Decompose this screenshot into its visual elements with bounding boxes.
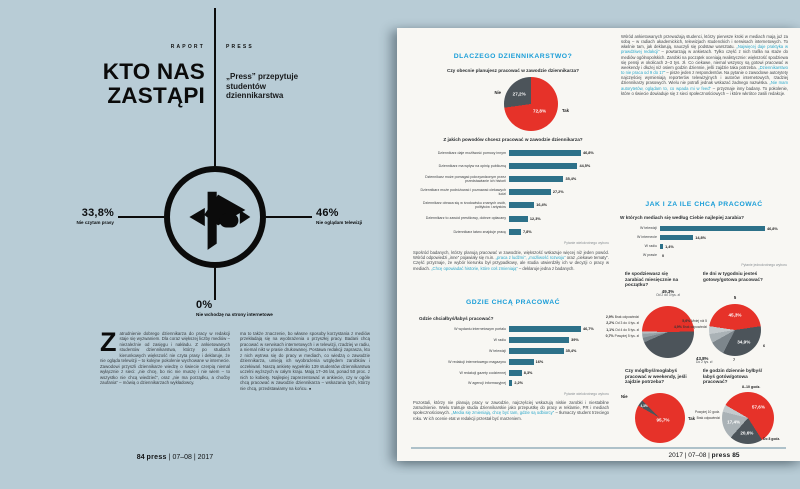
bar-track — [509, 163, 609, 169]
bar-value: 35,4% — [565, 348, 577, 353]
highlighted-quote: „Dziennikarstwo to nie praca od 9 do 17” — [621, 64, 788, 76]
bar-row — [413, 324, 609, 335]
bar-value: 14,8% — [695, 235, 706, 240]
bar-track — [509, 380, 609, 386]
bar-label: W internecie — [637, 235, 657, 240]
bottom-rule — [411, 447, 786, 449]
bar-track — [660, 235, 790, 240]
bar-row — [413, 367, 609, 378]
bar-label: W redakcji internetowego magazynu — [448, 359, 506, 364]
pie-label: Od 2 do 3 tys. zł — [656, 293, 680, 297]
kicker-raport: RAPORT — [170, 44, 205, 50]
stat-value: 46% — [316, 207, 339, 219]
bar-value: 1,4% — [665, 244, 674, 249]
section-heading-why: DLACZEGO DZIENNIKARSTWO? — [453, 53, 573, 60]
bar-fill — [509, 380, 512, 386]
paragraph-text: – powtarzają w ankietach. Tylko część z nich trafiła na staże do mediów ogólnopolskich. Zarobki na początek oceniają realistycznie: większość spodziewa się pensji w okolicach 2–3 tys. zł. Co ciekawe, niemal wszyscy są gotowi pracować w weekendy i dłużej niż osiem godzin dziennie, jeśli zajdzie taka potrzeba. — [621, 49, 788, 70]
pie-side-label: 0,7% Powyżej 5 tys. zł — [605, 334, 639, 339]
section-heading-where: GDZIE CHCĄ PRACOWAĆ — [465, 299, 561, 306]
bar-fill — [509, 348, 564, 354]
stat-value: 0% — [196, 299, 213, 311]
highlighted-quote: „praca z ludźmi”, „możliwość rozwoju” — [495, 255, 566, 261]
paragraph-text: – deklaruje jedna z badanych. — [517, 265, 575, 271]
bar-track — [509, 202, 609, 208]
bar-fill — [509, 150, 581, 156]
bar-label: W radiu — [644, 244, 657, 249]
pie-label-6days: 6 — [763, 344, 766, 348]
paragraph-text: Spośród badanych, którzy planują pracować w zawodzie, większość wskazuje więcej niż jeden powód. Wśród odpowiedzi „inne” pojawiały się m.in. — [413, 250, 609, 261]
highlighted-quote: „Media się zmieniają, chcę być tam, gdzie są odbiorcy” — [451, 410, 555, 416]
bar-track — [509, 348, 609, 354]
pie-label-tak: Tak — [562, 108, 569, 113]
stat-tv — [316, 207, 394, 225]
bar-value: 16,4% — [536, 203, 547, 208]
bar-label: Dziennikarz daje możliwość pomocy innym — [437, 150, 506, 155]
bar-label: W agencji informacyjnej — [468, 381, 506, 386]
bar-track — [509, 150, 609, 156]
bar-label: W redakcji gazety codziennej — [459, 370, 506, 375]
brand-name: press — [146, 454, 167, 461]
bar-fill — [660, 244, 663, 249]
pie-side-label: 5,6% Mniej niż 5 — [682, 319, 707, 323]
pie-slice-value: 27,2% — [512, 91, 526, 97]
section-heading-how: JAK I ZA ILE CHCĄ PRACOWAĆ — [645, 201, 763, 208]
bar-row — [413, 335, 609, 346]
bar-value: 2,2% — [514, 381, 524, 386]
question-weekend: Czy mógłbyś/mogłabyś pracować w weekendy, jeśli zajdzie potrzeba? — [625, 368, 687, 385]
bar-row — [413, 146, 609, 159]
chart-note: Pytanie wielokrotnego wyboru — [563, 392, 609, 396]
bar-track — [660, 244, 790, 249]
left-page-footer — [0, 454, 350, 461]
bar-value: 0 — [662, 253, 665, 258]
crosshair-line-bottom — [214, 268, 216, 300]
bar-label: Dziennikarz może podróżować i poznawać ciekawych ludzi — [420, 188, 506, 197]
bar-chart-earnings-media — [620, 224, 790, 260]
bar-row — [620, 224, 790, 233]
bar-label: W wydaniu internetowym portalu — [454, 327, 506, 332]
pie-label-8-10h: 8–10 godz. — [742, 385, 761, 389]
bar-row — [413, 378, 609, 389]
bar-label: Dziennikarz ma wpływ na opinię publiczną — [438, 163, 506, 168]
bar-row — [413, 225, 609, 238]
bar-fill — [660, 235, 693, 240]
bar-fill — [509, 189, 551, 195]
press-logo-graduation-cap-icon — [181, 182, 251, 252]
page-number: 85 — [732, 452, 740, 459]
page-number: 84 — [136, 454, 145, 461]
bar-fill — [509, 216, 528, 222]
stat-label: Nie oglądam telewizji — [316, 220, 363, 225]
body-paragraph-2 — [413, 400, 609, 444]
pie-slice-value: 57,6% — [751, 404, 765, 410]
bar-chart-reasons — [413, 146, 609, 238]
crosshair-line-left — [118, 216, 164, 218]
pie-slice-value: 34,9% — [737, 339, 751, 345]
bar-track — [660, 226, 790, 231]
bar-track — [660, 253, 790, 258]
bar-value: 12,3% — [529, 216, 541, 221]
pie-slice-value: 17,4% — [727, 419, 741, 425]
bar-track — [509, 189, 609, 195]
bar-value: 35,4% — [565, 176, 577, 181]
pie-label-7days: 7 — [733, 358, 736, 362]
question-days: Ile dni w tygodniu jesteś gotowy/gotowa pracować? — [703, 271, 763, 282]
bar-chart-where — [413, 324, 609, 389]
paragraph-text: oraz „ciekawe tematy”. Część przyznaje, że wybór kierunku był przypadkowy, ale studia utwierdziły ich w decyzji o pracy w mediach. — [413, 255, 609, 271]
pie-label-do8h: Do 8 godz. — [763, 437, 781, 441]
bar-track — [509, 176, 609, 182]
bar-row — [413, 212, 609, 225]
question-salary: Ile spodziewasz się zarabiać miesięcznie na początku? — [625, 271, 679, 288]
bar-row — [413, 356, 609, 367]
title-line-1: KTO NAS — [102, 59, 205, 84]
bar-row — [620, 242, 790, 251]
highlighted-quote: „Nie mam autorytetów, oglądam to, co wpada mi w feed” — [621, 80, 788, 91]
bar-label: W telewizji — [489, 348, 506, 353]
body-paragraph-3 — [621, 34, 788, 198]
pie-slice-value: 4,3% — [640, 403, 648, 408]
bar-row — [413, 186, 609, 199]
pie-label-tak: Tak — [688, 416, 695, 421]
pie-label-salary-top — [637, 289, 699, 298]
bar-fill — [509, 202, 534, 208]
page-title — [28, 60, 205, 107]
pie-label-salary-bottom — [696, 356, 750, 365]
bar-label: W prasie — [642, 253, 657, 258]
pie-slice-value: 95,7% — [656, 417, 670, 423]
question-plan: Czy obecnie planujesz pracować w zawodzie dziennikarza? — [446, 68, 580, 73]
question-reasons: Z jakich powodów chcesz pracować w zawodzie dziennikarza? — [443, 137, 583, 142]
bar-label: W telewizji — [640, 226, 657, 231]
intro-text-1: atrudnienie dobrego dziennikarza do pracy w redakcji staje się wyzwaniem. Dla coraz większej liczby mediów – niezależnie od zasięgu i nakładu. Z ankietowanych studentów dziennikarstwa, którzy po studiach kierunkowych większość nie czyta prasy i deklaruje, że nie ogląda telewizji – to kolejne pokolenie wychowane w internecie. Zawodowi przyszli dziennikarze wiedzę o świecie czerpią niemal wyłącznie z sieci: „nie chcę, bo nic nie muszę i nie wiem – to wszystko nie chcą wiedzieć”, oraz „nie ma porządku, a choćby zaufania” – mówią o dziennikarzach wykładowcy. — [100, 331, 230, 386]
right-page-footer — [620, 452, 788, 459]
bar-value: 27,2% — [552, 190, 564, 195]
pie-slice-value: 72,8% — [533, 108, 547, 114]
pie-side-labels-days — [653, 319, 707, 332]
bar-row — [413, 346, 609, 357]
intro-column-1 — [100, 331, 230, 421]
paragraph-text: – pisze jeden z respondentów. Na pytanie o zawodowe autorytety najczęściej wymieniają reporterów telewizyjnych i autorów internetowych, rzadziej dziennikarzy prasowych. Wielu nie potrafi jednak wskazać żadnego nazwiska. — [621, 70, 788, 86]
brand-name: press — [711, 452, 731, 459]
highlighted-quote: „Najwięcej daje praktyka w prawdziwej redakcji” — [621, 44, 788, 55]
issue-label: | 07–08 | 2017 — [168, 454, 214, 461]
paragraph-text: – tłumaczy student trzeciego roku. W ich ocenie etat w redakcji przestał być marzeniem. — [413, 410, 609, 421]
bar-row — [413, 199, 609, 212]
stat-label: Nie wchodzę na strony internetowe — [196, 312, 273, 317]
bar-label: Dziennikarz obraca się w środowisku znanych osób, polityków i artystów — [422, 201, 506, 210]
page-subtitle: „Press” przepytuje studentów dziennikarstwa — [226, 72, 299, 100]
bar-value: 46,7% — [583, 327, 594, 332]
pie-side-label: 1,1% Od 4 do 5 tys. zł — [606, 327, 639, 332]
pie-label-5days: 5 — [733, 295, 737, 300]
bar-value: 7,8% — [523, 229, 532, 234]
bar-fill — [660, 226, 765, 231]
pie-side-label: 4,9% Brak odpowiedzi — [673, 325, 707, 330]
pie-side-label: 2,9% Brak odpowiedzi — [605, 315, 639, 319]
body-paragraph-1 — [413, 250, 609, 296]
pie-side-labels-hours — [675, 410, 720, 423]
title-divider-rule — [214, 8, 216, 166]
bar-track — [509, 359, 609, 365]
chart-note: Pytanie wielokrotnego wyboru — [563, 241, 609, 245]
stat-label: Nie czytam prasy — [76, 220, 114, 225]
bar-fill — [509, 229, 521, 235]
bar-track — [509, 370, 609, 376]
bar-fill — [509, 326, 581, 332]
stat-value: 33,8% — [81, 207, 114, 219]
bar-fill — [509, 337, 569, 343]
question-hours: Ile godzin dziennie byłbyś/łabyś gotów/gotowa pracować? — [703, 368, 763, 385]
bar-value: 39% — [571, 338, 579, 343]
pie-side-label: 2,2% Od 3 do 4 tys. zł — [606, 321, 639, 326]
kicker-press: PRESS — [226, 44, 254, 50]
bar-value: 46,8% — [583, 150, 594, 155]
intro-column-2: ma to także znaczenie, bo własne sposoby korzystania z mediów przekładają się na wyobrażenia o przyszłej pracy. Badani chcą pracować w serwisach internetowych i w telewizji, rzadziej w radiu, a niemal nikt w prasie drukowanej. Postawa redakcji zaprasza, kto z nich wytrwa się do pracy w mediach, co wiedzą o zawodzie dziennikarza, umieją ich wyobrażenia względem zarobków i oczekiwań. Naszą ankietę wypełniło 139 studentów dziennikarstwa uczelni wyższych w całym kraju. Mają 17–26 lat, ponad 50 proc. z nich to kobiety. Najlepiej zaprezentować w ankiecie, czy w ogóle chcą pracować w zawodzie dziennikarza – wskazania tych, którzy nie chcą, przedstawiamy na końcu. ● — [240, 331, 370, 391]
bar-label: W radiu — [493, 338, 506, 343]
stat-internet — [196, 299, 328, 317]
crosshair-line-right — [266, 216, 312, 218]
paragraph-text: Wśród ankietowanych przeważają studenci, którzy pierwsze kroki w mediach mają już za sobą – w radiach akademickich, telewizjach studenckich i serwisach internetowych. To właśnie tam, jak deklarują, nauczyli się podstaw warsztatu. — [621, 34, 788, 50]
bar-label: Dziennikarz to zawód prestiżowy, dobrze opłacany — [425, 216, 506, 221]
dropcap: Z — [100, 331, 117, 357]
bar-row — [620, 233, 790, 242]
pie-slice-value: 45,3% — [728, 312, 742, 318]
pie-chart-salary — [642, 306, 694, 358]
pie-value: 49,3% — [661, 289, 675, 294]
pie-label: Do 2 tys. zł — [696, 360, 713, 364]
paragraph-text: – przyznaje inny badany. To pokolenie, które o świecie dowiaduje się z sieci społecznościowych – i które wkrótce zasili redakcje. — [621, 85, 788, 96]
pie-label-nie: Nie — [494, 90, 501, 95]
bar-track — [509, 216, 609, 222]
question-where: Gdzie chciałbyś/łabyś pracować? — [419, 316, 494, 321]
bar-value: 46,8% — [767, 226, 778, 231]
bar-fill — [509, 176, 563, 182]
chart-note: Pytanie jednokrotnego wyboru — [741, 263, 787, 267]
pie-chart-plan — [504, 77, 558, 131]
pie-label-nie: Nie — [621, 394, 628, 399]
bar-fill — [509, 163, 577, 169]
pie-chart-days — [709, 304, 761, 356]
bar-value: 16% — [535, 359, 544, 364]
bar-row — [413, 159, 609, 172]
title-line-2: ZASTĄPI — [107, 82, 205, 108]
stat-press — [20, 207, 114, 225]
pie-side-labels-salary — [591, 315, 639, 341]
pie-slice-value: 20,6% — [740, 430, 754, 436]
highlighted-quote: „Chcę opowiadać historie, które coś zmieniają” — [431, 265, 518, 271]
bar-label: Dziennikarz może pomagać pokrzywdzonym przez przedstawianie ich historii — [425, 174, 506, 183]
bar-fill — [509, 370, 522, 376]
bar-fill — [509, 359, 534, 365]
bar-value: 44,5% — [579, 163, 591, 168]
question-earnings-media: W których mediach się według Ciebie najlepiej zarabia? — [620, 215, 744, 220]
pie-side-label: Powyżej 10 godz. — [695, 410, 720, 414]
issue-label: 2017 | 07–08 | — [668, 452, 710, 459]
bar-label: Dziennikarz łatwo znajduje pracę — [453, 229, 506, 234]
bar-row — [413, 172, 609, 185]
pie-side-label: Brak odpowiedzi — [696, 416, 720, 421]
bar-row — [620, 251, 790, 260]
paragraph-text: Pozostali, którzy nie planują pracy w zawodzie, najczęściej wskazują niskie zarobki i niestabilne zatrudnienie. Wielu traktuje studia dziennikarskie jako przepustkę do pracy w reklamie, PR i mediach społecznościowych. — [413, 400, 609, 416]
right-page — [397, 28, 800, 461]
bar-track — [509, 229, 609, 235]
bar-value: 8,3% — [523, 370, 533, 375]
pie-value: 43,8% — [696, 356, 709, 361]
